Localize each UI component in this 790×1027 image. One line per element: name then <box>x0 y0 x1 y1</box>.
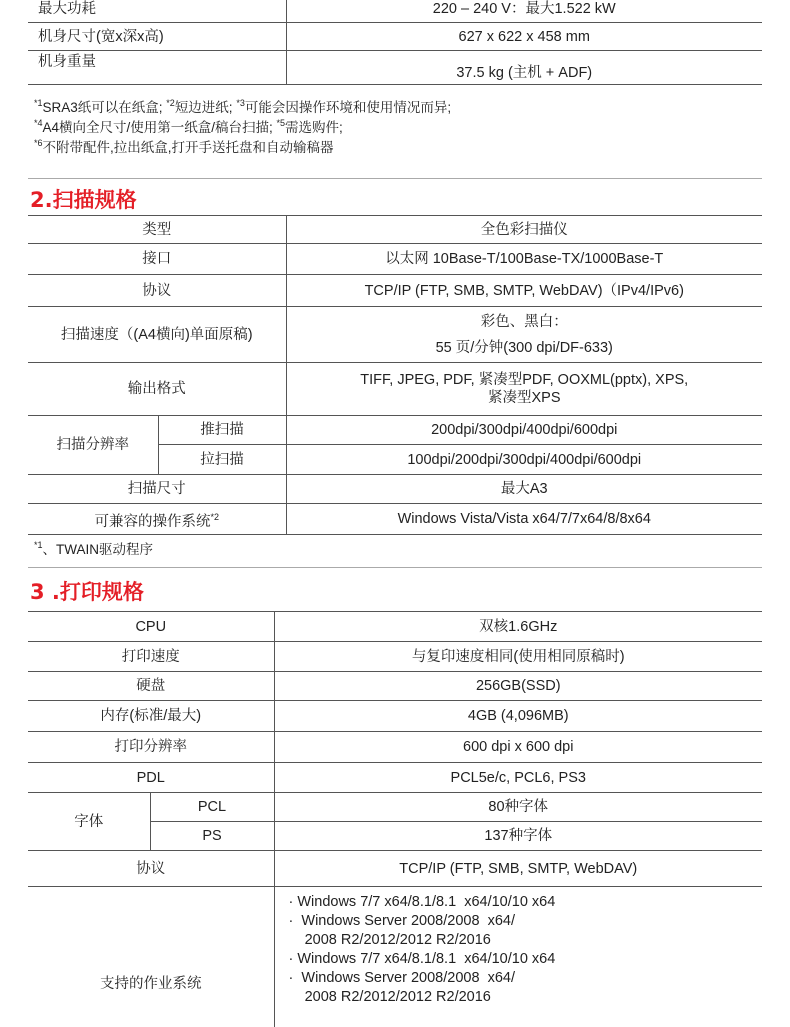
section-title-scan: 2.扫描规格 <box>30 188 137 212</box>
print-row-cpu: CPU 双核1.6GHz <box>28 612 762 642</box>
spec-table-top <box>28 0 762 85</box>
spec-label: 机身尺寸(宽x深x高) <box>28 23 286 51</box>
spec-value: 37.5 kg (主机 + ADF) <box>286 51 762 85</box>
scan-row-format: 输出格式 TIFF, JPEG, PDF, 紧凑型PDF, OOXML(pptx), XPS, 紧凑型XPS <box>28 363 762 416</box>
spec-row-power <box>28 0 762 23</box>
spec-value: 220 – 240 V：最大1.522 kW <box>286 0 762 23</box>
section-title-print: 3 .打印规格 <box>30 580 144 604</box>
print-row-protocol: 协议 TCP/IP (FTP, SMB, SMTP, WebDAV) <box>28 851 762 887</box>
print-row-disk: 硬盘 256GB(SSD) <box>28 672 762 701</box>
scan-row-speed: 扫描速度（(A4横向)单面原稿) 彩色、黑白： 55 页/分钟(300 dpi/DF-633) <box>28 307 762 363</box>
scan-row-interface: 接口 以太网 10Base-T/100Base-TX/1000Base-T <box>28 244 762 275</box>
section-divider <box>28 178 762 179</box>
print-row-font-pcl: 字体 PCL 80种字体 <box>28 793 762 822</box>
footnote-line: $^{*4}$A4横向全尺寸/使用第一纸盒/稿台扫描; $^{*5}$需选购件; <box>34 118 343 135</box>
section-divider <box>28 567 762 568</box>
footnote-scan: $^{*1}$、TWAIN驱动程序 <box>34 540 154 557</box>
print-row-memory: 内存(标准/最大) 4GB (4,096MB) <box>28 701 762 732</box>
scan-row-os: 可兼容的操作系统$^{*2}$ Windows Vista/Vista x64/7/7x64/8/8x64 <box>28 504 762 535</box>
os-list: · Windows 7/7 x64/8.1/8.1 x64/10/10 x64 · Windows Server 2008/2008 x64/ 2008 R2/2012/2012 R2/2016 · Windows 7/7 x64/8.1/8.1 x64/10/10 x64 · Windows Server 2008/2008 x64/ 2008 R2/2012/2012 R2/2016 <box>274 887 762 1027</box>
footnote-line: $^{*6}$不附带配件,拉出纸盒,打开手送托盘和自动输稿器 <box>34 138 334 155</box>
print-row-resolution: 打印分辨率 600 dpi x 600 dpi <box>28 732 762 763</box>
print-spec-table <box>28 611 762 1027</box>
footnotes-top <box>34 98 451 158</box>
spec-row-dimensions <box>28 23 762 51</box>
scan-row-push: 扫描分辨率 推扫描 200dpi/300dpi/400dpi/600dpi <box>28 416 762 445</box>
scan-spec-table <box>28 215 762 535</box>
print-row-pdl: PDL PCL5e/c, PCL6, PS3 <box>28 763 762 793</box>
print-row-font-ps: PS 137种字体 <box>28 822 762 851</box>
spec-value: 627 x 622 x 458 mm <box>286 23 762 51</box>
scan-row-pull: 拉扫描 100dpi/200dpi/300dpi/400dpi/600dpi <box>28 445 762 475</box>
scan-row-protocol: 协议 TCP/IP (FTP, SMB, SMTP, WebDAV)（IPv4/IPv6) <box>28 275 762 307</box>
scan-row-type: 类型 全色彩扫描仪 <box>28 216 762 244</box>
spec-row-weight <box>28 51 762 85</box>
spec-label: 机身重量 <box>28 51 286 85</box>
print-row-os: 支持的作业系统 · Windows 7/7 x64/8.1/8.1 x64/10/10 x64 · Windows Server 2008/2008 x64/ 2008 R2/2012/2012 R2/2016 · Windows 7/7 x64/8.1/8.1 x64/10/10 x64 · Windows Server 2008/2008 x64/ 2008 R2/2012/2012 R2/2016 <box>28 887 762 1027</box>
scan-row-size: 扫描尺寸 最大A3 <box>28 475 762 504</box>
print-row-speed: 打印速度 与复印速度相同(使用相同原稿时) <box>28 642 762 672</box>
spec-label: 最大功耗 <box>28 0 286 23</box>
footnote-line: $^{*1}$SRA3纸可以在纸盒; $^{*2}$短边进纸; $^{*3}$可能会因操作环境和使用情况而异; <box>34 98 452 115</box>
